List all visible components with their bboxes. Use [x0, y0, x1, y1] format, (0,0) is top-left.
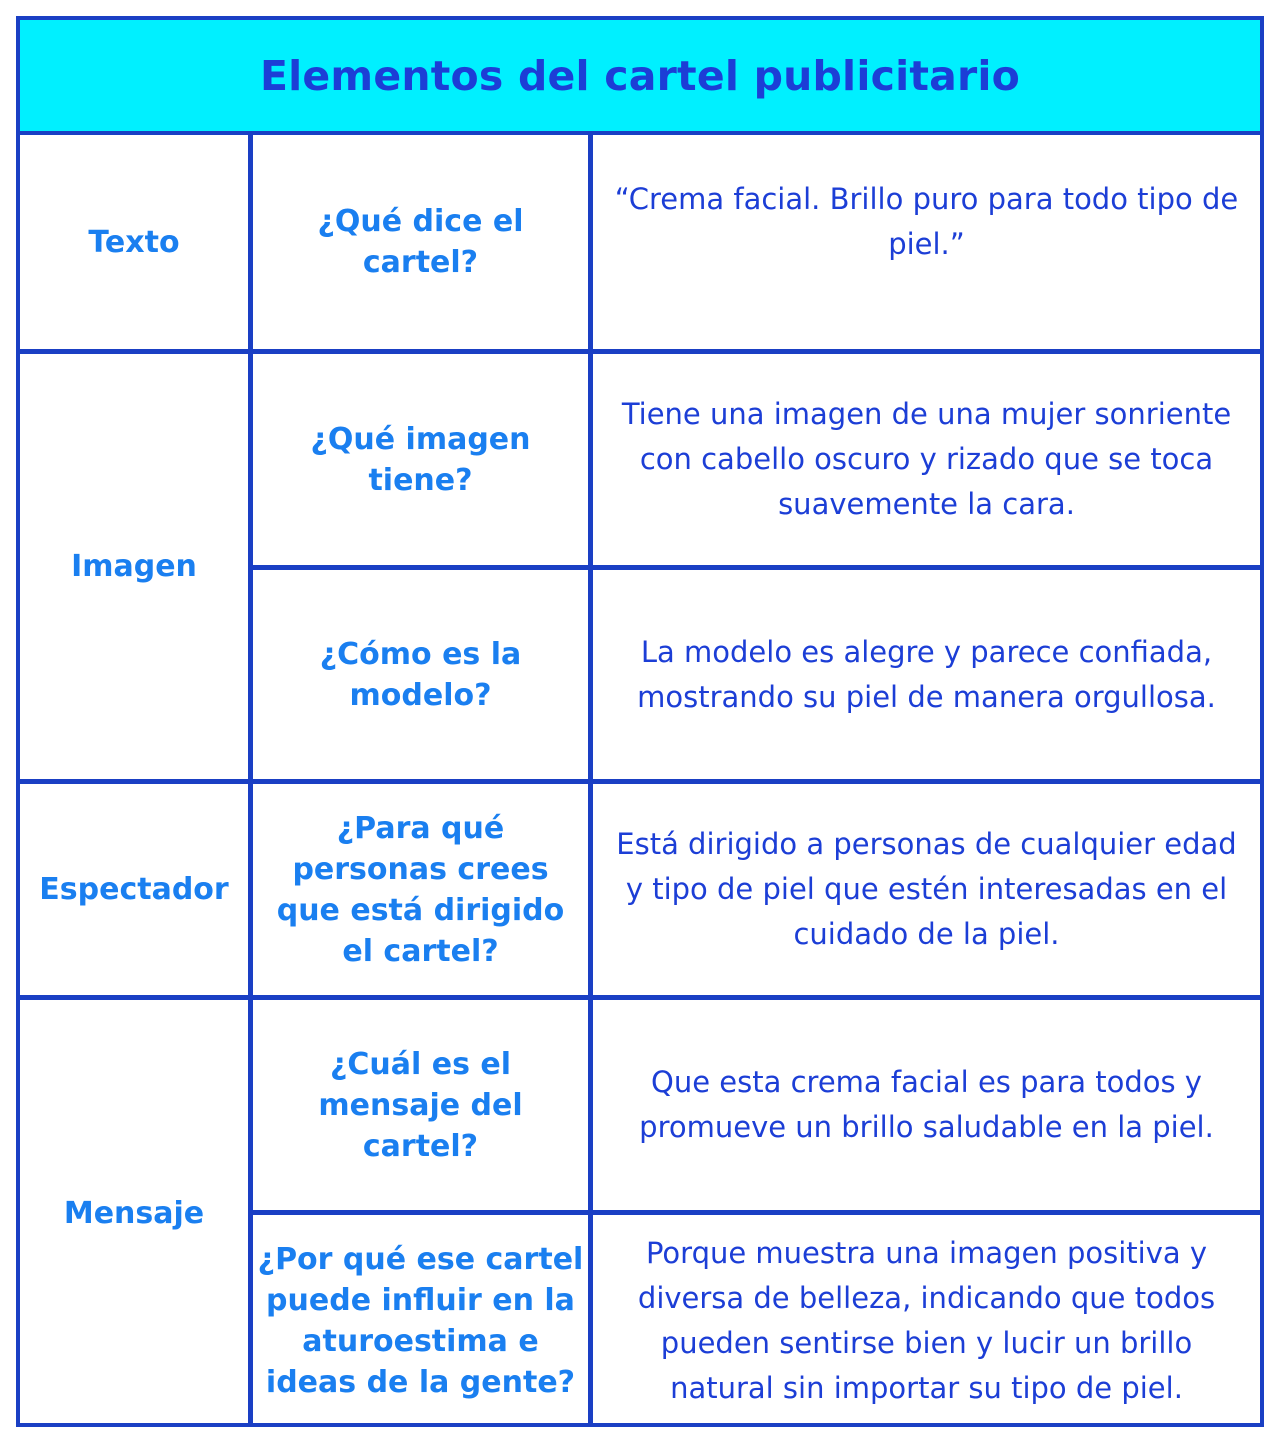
category-texto: Texto	[88, 224, 180, 260]
answer-cell: Que esta crema facial es para todos y promueve un brillo saludable en la piel.	[639, 1065, 1214, 1144]
question-cell: ¿Cuál es el mensaje del cartel?	[318, 1046, 523, 1164]
table-header	[20, 20, 1260, 135]
category-mensaje: Mensaje	[63, 1196, 205, 1231]
table-title: Elementos del cartel publicitario	[259, 51, 1021, 100]
category-imagen: Imagen	[71, 549, 197, 584]
poster-elements-table	[16, 16, 1264, 1427]
answer-cell: Está dirigido a personas de cualquier edad y tipo de piel que estén interesadas en el cuidado de la piel.	[616, 827, 1237, 951]
category-espectador: Espectador	[39, 872, 229, 907]
question-cell: ¿Por qué ese cartel puede influir en la aturoestima e ideas de la gente?	[257, 1242, 584, 1400]
question-cell: ¿Qué imagen tiene?	[310, 421, 531, 498]
question-cell: ¿Cómo es la modelo?	[319, 636, 522, 713]
answer-cell: Porque muestra una imagen positiva y diversa de belleza, indicando que todos pueden sentirse bien y lucir un brillo natural sin importar su tipo de piel.	[637, 1236, 1216, 1405]
answer-cell: Tiene una imagen de una mujer sonriente con cabello oscuro y rizado que se toca suavemente la cara.	[621, 397, 1232, 521]
question-cell: ¿Qué dice el cartel?	[317, 204, 524, 280]
answer-cell: “Crema facial. Brillo puro para todo tipo de piel.”	[614, 182, 1239, 261]
question-cell: ¿Para qué personas crees que está dirigido el cartel?	[276, 810, 565, 969]
answer-cell: La modelo es alegre y parece confiada, mostrando su piel de manera orgullosa.	[637, 634, 1216, 714]
